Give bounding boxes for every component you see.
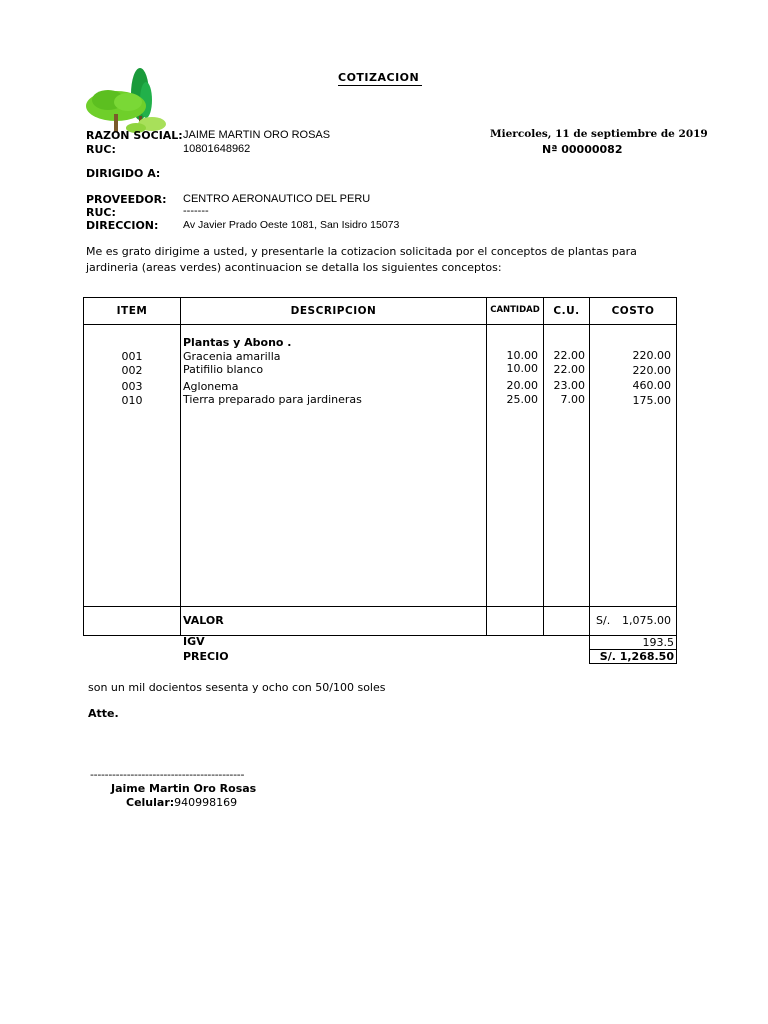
- precio-label: PRECIO: [183, 650, 229, 663]
- closing: Atte.: [88, 707, 119, 720]
- valor-label: VALOR: [183, 614, 224, 627]
- group-title: Plantas y Abono .: [183, 336, 292, 349]
- direccion-label: DIRECCION:: [86, 219, 159, 232]
- row-descripcion: Gracenia amarilla: [183, 350, 281, 363]
- signature-line: ------------------------------------------: [90, 768, 245, 781]
- dirigido-label: DIRIGIDO A:: [86, 167, 161, 180]
- header-costo: COSTO: [611, 305, 655, 317]
- razon-social-value: JAIME MARTIN ORO ROSAS: [183, 129, 331, 141]
- row-cantidad: 10.00: [506, 349, 538, 362]
- header-cantidad: CANTIDAD: [490, 305, 540, 315]
- row-cantidad: 20.00: [506, 379, 538, 392]
- proveedor-ruc-label: RUC:: [86, 206, 116, 219]
- celular-value: 940998169: [174, 796, 238, 809]
- proveedor-value: CENTRO AERONAUTICO DEL PERU: [183, 193, 371, 205]
- razon-social-label: RAZON SOCIAL:: [86, 129, 183, 142]
- row-cantidad: 10.00: [506, 362, 538, 375]
- row-cu: 22.00: [553, 349, 585, 362]
- total-in-words: son un mil docientos sesenta y ocho con 50/100 soles: [88, 681, 386, 694]
- row-costo: 220.00: [632, 349, 671, 362]
- row-descripcion: Patifilio blanco: [183, 363, 264, 376]
- row-cantidad: 25.00: [506, 393, 538, 406]
- intro-line-2: jardineria (areas verdes) acontinuacion se detalla los siguientes conceptos:: [86, 261, 502, 274]
- document-date: Miercoles, 11 de septiembre de 2019: [490, 128, 708, 140]
- signature-name: Jaime Martin Oro Rosas: [111, 782, 257, 795]
- row-costo: 460.00: [632, 379, 671, 392]
- direccion-value: Av Javier Prado Oeste 1081, San Isidro 15073: [183, 219, 400, 231]
- valor-currency: S/.: [596, 614, 611, 627]
- row-cu: 7.00: [560, 393, 585, 406]
- proveedor-label: PROVEEDOR:: [86, 193, 167, 206]
- document-number: Nª 00000082: [542, 143, 623, 156]
- header-item: ITEM: [116, 305, 148, 317]
- row-descripcion: Aglonema: [183, 380, 239, 393]
- header-descripcion: DESCRIPCION: [290, 305, 377, 317]
- row-item: 002: [121, 364, 143, 377]
- proveedor-ruc-value: -------: [183, 205, 209, 217]
- trees-logo-icon: [80, 66, 170, 136]
- document-title: COTIZACION: [338, 71, 422, 86]
- row-descripcion: Tierra preparado para jardineras: [183, 393, 362, 406]
- row-item: 003: [121, 380, 143, 393]
- ruc-label: RUC:: [86, 143, 116, 156]
- precio-amount: S/. 1,268.50: [599, 650, 674, 663]
- celular-label: Celular:: [126, 796, 175, 809]
- row-cu: 23.00: [553, 379, 585, 392]
- igv-amount: 193.5: [642, 636, 674, 649]
- row-cu: 22.00: [553, 363, 585, 376]
- row-costo: 220.00: [632, 364, 671, 377]
- row-item: 001: [121, 350, 143, 363]
- ruc-value: 10801648962: [183, 143, 251, 155]
- row-item: 010: [121, 394, 143, 407]
- intro-line-1: Me es grato dirigime a usted, y presentarle la cotizacion solicitada por el conceptos de plantas para: [86, 245, 637, 258]
- header-cu: C.U.: [553, 305, 580, 317]
- valor-amount: 1,075.00: [622, 614, 671, 627]
- row-costo: 175.00: [632, 394, 671, 407]
- signature-celular: [126, 796, 237, 809]
- igv-label: IGV: [183, 635, 205, 648]
